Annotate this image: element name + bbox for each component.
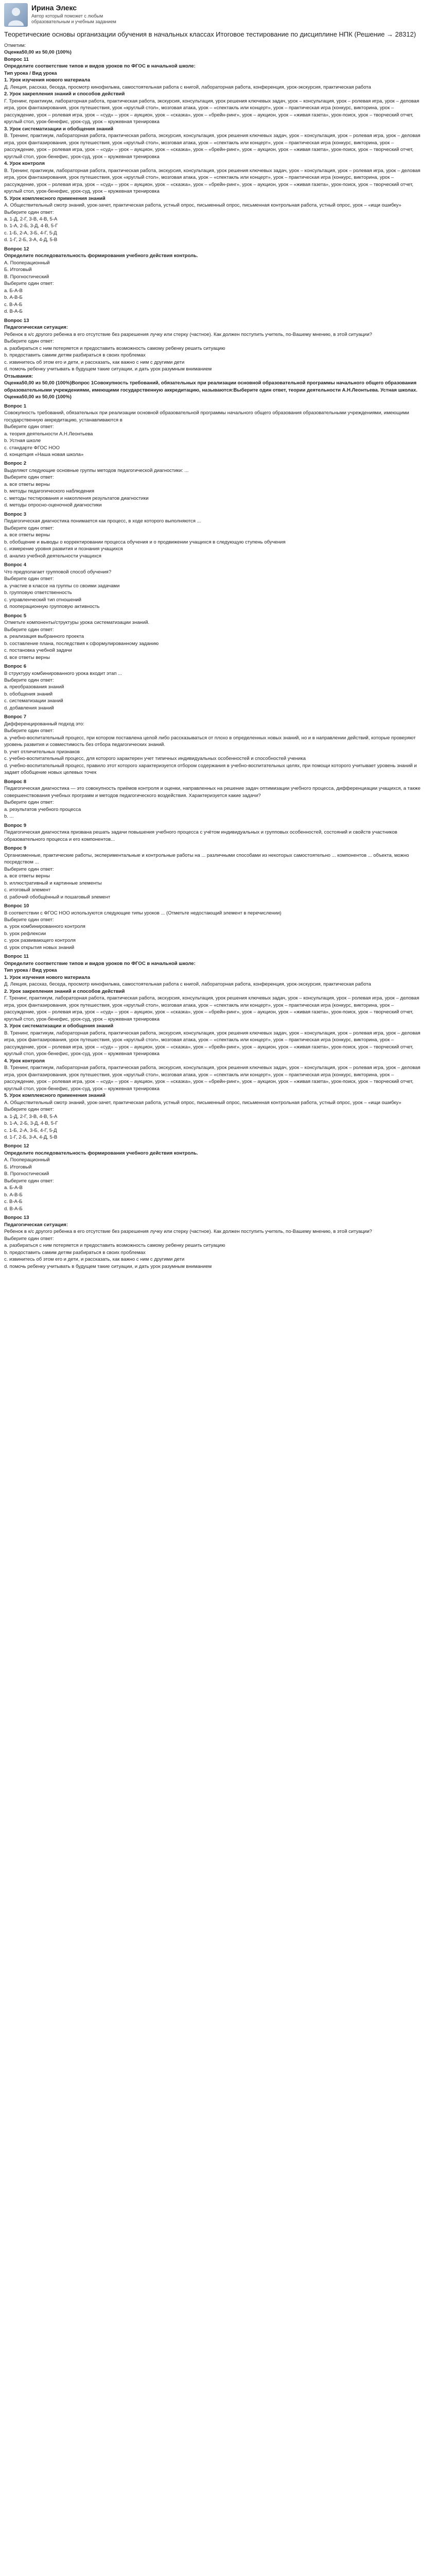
score-value: Оценка50,00 из 50,00 (100%) — [4, 49, 72, 56]
text-line: Педагогическая ситуация: — [4, 325, 68, 331]
question-heading: Вопрос 5 — [4, 613, 27, 619]
question-heading: Вопрос 9 — [4, 822, 27, 828]
answer-option: d. методы опросно-оценочной диагностики — [4, 502, 102, 509]
text-line: Педагогическая диагностика — это совокупность приёмов контроля и оценки, направленных на решение задач оптимизации учебного процесса, дифференциации учащихся, а также совершенствования учебных программ и методов педагогического воздействия. Характеризуется какие задачи? — [4, 786, 421, 799]
answer-option: c. извинитесь об этом его и дети, и рассказать, как важно с ним с другими дети — [4, 359, 185, 365]
text-line: Определите соответствие типов и видов уроков по ФГОС в начальной школе: — [4, 960, 196, 967]
question-heading: Вопрос 11 — [4, 56, 29, 62]
answer-option: b. предоставить самим детям разбираться в своих проблемах — [4, 1249, 146, 1256]
text-line: Отзывания: — [4, 373, 33, 379]
answer-option: d. 1-Г, 2-Б, 3-А, 4-Д, 5-В — [4, 237, 58, 243]
document-body — [4, 56, 424, 1270]
score-label: Отметим: — [4, 42, 26, 48]
answer-option: b. ... — [4, 814, 14, 820]
answer-option: c. методы тестирования и накопления результатов диагностики — [4, 495, 149, 501]
answer-option: c. В-А-Б — [4, 1199, 23, 1205]
answer-prompt: Выберите один ответ: — [4, 800, 54, 806]
answer-option: b. 1-А, 2-Б, 3-Д, 4-В, 5-Г — [4, 223, 58, 229]
answer-option: b. групповую ответственность — [4, 590, 72, 596]
text-line: 5. Урок комплексного применения знаний — [4, 195, 106, 201]
text-line: 1. Урок изучения нового материала — [4, 77, 90, 83]
text-line: Ребенок в к/с другого ребенка в его отсутствие без разрешения лучку или стерку (частное). Как должен поступить учитель, по-Вашему мнению, в этой ситуации? — [4, 331, 372, 337]
answer-prompt: Выберите один ответ: — [4, 474, 54, 481]
answer-option: c. систематизации знаний — [4, 698, 63, 704]
answer-prompt: Выберите один ответ: — [4, 1235, 54, 1242]
answer-option: b. Устная школе — [4, 438, 41, 444]
text-line: 2. Урок закрепления знаний и способов действий — [4, 91, 125, 97]
text-line: Определите последовательность формирования учебного действия контроль. — [4, 1150, 198, 1156]
answer-option: d. пооперационную групповую активность — [4, 604, 100, 610]
text-line: 3. Урок систематизации и обобщения знаний — [4, 1023, 114, 1029]
text-line: 4. Урок контроля — [4, 1058, 45, 1064]
text-line: Б. Итоговый — [4, 267, 32, 273]
answer-option: a. разбираться с ним потеряется и предоставить возможность самому ребенку решить ситуацию — [4, 345, 225, 351]
answer-option: d. 1-Г, 2-Б, 3-А, 4-Д, 5-В — [4, 1134, 58, 1140]
answer-option: d. В-А-Б — [4, 1206, 23, 1212]
answer-option: c. учебно-воспитательный процесс, для которого характерен учет типичных индивидуальных особенностей и способностей ученика — [4, 756, 306, 762]
answer-option: c. измерение уровня развития и познания учащихся — [4, 546, 123, 552]
answer-option: b. А-В-Б — [4, 1192, 23, 1198]
answer-option: c. управленческий тип отношений — [4, 597, 81, 603]
answer-option: b. составление плана, последствия к сформулированному заданию — [4, 640, 159, 647]
text-line: А. Обществительный смотр знаний, урок-зачет, практическая работа, устный опрос, письменный опрос, письменная контрольная работа, устный опрос, урок – «ищи ошибку» — [4, 202, 402, 209]
author-info — [31, 3, 129, 25]
answer-option: c. В-А-Б — [4, 301, 23, 308]
text-line: Организменные, практические работы, экспериментальные и контрольные работы на ... различными способами из некоторых самостоятельно ... компонентов ... объекта, можно посредством ... — [4, 852, 409, 866]
answer-prompt: Выберите один ответ: — [4, 525, 54, 531]
text-line: Оценка50,00 из 50,00 (100%)Вопрос 1Совокупность требований, обязательных при реализации основной образовательной программы начального общего образования образовательными учреждениями, имеющими государственную аккредитацию, называются:Выберите один ответ, теории деятельности А.Н.Леонтьева. Устная школах. — [4, 380, 417, 393]
answer-option: d. добавления знаний — [4, 705, 54, 711]
answer-option: c. извинитесь об этом его и дети, и рассказать, как важно с ним с другими дети — [4, 1257, 185, 1263]
answer-option: b. методы педагогического наблюдения — [4, 488, 94, 495]
text-line: В. Прогностический — [4, 274, 49, 280]
text-line: Ребенок в к/с другого ребенка в его отсутствие без разрешения лучку или стерку (частное). Как должен поступить учитель, по-Вашему мнению, в этой ситуации? — [4, 1229, 372, 1235]
question-heading: Вопрос 4 — [4, 562, 27, 568]
text-line: Определите соответствие типов и видов уроков по ФГОС в начальной школе: — [4, 63, 196, 70]
answer-prompt: Выберите один ответ: — [4, 576, 54, 582]
answer-prompt: Выберите один ответ: — [4, 338, 54, 345]
answer-option: d. рабочий обобщённый и пошаговый элемент — [4, 894, 111, 900]
text-line: Отметьте компоненты/структуры урока систематизации знаний. — [4, 620, 150, 626]
answer-option: a. Б-А-В — [4, 1185, 23, 1191]
answer-option: b. учет отличительных признаков — [4, 749, 80, 755]
question-heading: Вопрос 10 — [4, 903, 29, 909]
answer-option: b. 1-А, 2-Б, 3-Д, 4-В, 5-Г — [4, 1121, 58, 1127]
answer-prompt: Выберите один ответ: — [4, 866, 54, 872]
answer-option: a. разбираться с ним потеряется и предоставить возможность самому ребенку решить ситуацию — [4, 1243, 225, 1249]
answer-option: d. помочь ребенку учитывать в будущем такие ситуации, и дать урок разумным вниманием — [4, 366, 212, 372]
question-heading: Вопрос 3 — [4, 511, 27, 517]
answer-option: c. итоговый элемент — [4, 887, 51, 893]
text-line: В. Тренинг, практикум, лабораторная работа, практическая работа, экскурсия, консультация, урок решения ключевых задач, урок – консультация, урок – ролевая игра, урок – деловая игра, урок фантазирования, урок путешествия, урок «круглый стол», мозговая атака, урок – «спектакль или концерт», урок – практическая игра (конкурс, викторина, урок – рассуждение, урок – ролевая игра, урок – «суд» – урок – аукцион, урок – «сказка», урок – «брейн-ринг», урок – аукцион, урок – «живая газета», урок-поиск, урок – творческий отчет, круглый стол, урок-бенефис, урок-суд, урок – кружевная тренировка — [4, 1030, 421, 1057]
text-line: Дифференцированный подход это: — [4, 721, 84, 727]
text-line: 4. Урок контроля — [4, 161, 45, 167]
answer-option: a. результатов учебного процесса — [4, 806, 81, 812]
answer-prompt: Выберите один ответ: — [4, 677, 54, 683]
answer-option: a. теория деятельности А.Н.Леонтьева — [4, 431, 93, 437]
text-line: Определите последовательность формирования учебного действия контроль. — [4, 253, 198, 259]
question-heading: Вопрос 8 — [4, 778, 27, 785]
question-heading: Вопрос 9 — [4, 845, 27, 852]
question-heading: Вопрос 1 — [4, 403, 27, 409]
question-heading: Вопрос 12 — [4, 1143, 29, 1149]
text-line: Педагогическая диагностика призвана решать задачи повышения учебного процесса с учётом индивидуальных и групповых особенностей, состояний и свойств участников образовательного процесса и его компонентов... — [4, 829, 397, 842]
text-line: Тип урока / Вид урока — [4, 70, 57, 76]
text-line: А. Обществительный смотр знаний, урок-зачет, практическая работа, устный опрос, письменный опрос, письменная контрольная работа, устный опрос, урок – «ищи ошибку» — [4, 1099, 402, 1106]
answer-option: d. все ответы верны — [4, 654, 50, 660]
answer-option: a. урок комбинированного контроля — [4, 924, 85, 930]
text-line: В. Тренинг, практикум, лабораторная работа, практическая работа, экскурсия, консультация, урок решения ключевых задач, урок – консультация, урок – ролевая игра, урок – деловая игра, урок фантазирования, урок путешествия, урок «круглый стол», мозговая атака, урок – «спектакль или концерт», урок – практическая игра (конкурс, викторина, урок – рассуждение, урок – ролевая игра, урок – «суд» – урок – аукцион, урок – «сказка», урок – «брейн-ринг», урок – аукцион, урок – «живая газета», урок-поиск, урок – творческий отчет, круглый стол, урок-бенефис, урок-суд, урок – кружевная тренировка — [4, 167, 421, 195]
text-line: В. Тренинг, практикум, лабораторная работа, практическая работа, экскурсия, консультация, урок решения ключевых задач, урок – консультация, урок – ролевая игра, урок – деловая игра, урок фантазирования, урок путешествия, урок «круглый стол», мозговая атака, урок – «спектакль или концерт», урок – практическая игра (конкурс, викторина, урок – рассуждение, урок – ролевая игра, урок – «суд» – урок – аукцион, урок – «сказка», урок – «брейн-ринг», урок – аукцион, урок – «живая газета», урок-поиск, урок – творческий отчет, круглый стол, урок-бенефис, урок-суд, урок – кружевная тренировка — [4, 133, 421, 160]
text-line: Оценка50,00 из 50,00 (100%) — [4, 394, 72, 400]
answer-option: a. реализация выбранного проекта — [4, 634, 84, 640]
text-line: Выделяют следующие основные группы методов педагогической диагностики: ... — [4, 467, 189, 473]
text-line: Тип урока / Вид урока — [4, 968, 57, 974]
text-line: Что предполагает групповой способ обучения? — [4, 569, 112, 575]
author-avatar — [4, 3, 28, 27]
answer-prompt: Выберите один ответ: — [4, 1178, 54, 1184]
answer-option: b. предоставить самим детям разбираться в своих проблемах — [4, 352, 146, 359]
text-line: Д. Лекция, рассказ, беседа, просмотр кинофильма, самостоятельная работа с книгой, лабораторная работа, конференция, урок-экскурсия, практическая работа — [4, 84, 371, 90]
text-line: Б. Итоговый — [4, 1164, 32, 1170]
answer-option: b. обобщения знаний — [4, 691, 53, 697]
text-line: Г. Тренинг, практикум, лабораторная работа, практическая работа, экскурсия, консультация, урок решения ключевых задач, урок – консультация, урок – ролевая игра, урок – деловая игра, урок фантазирования, урок путешествия, урок «круглый стол», мозговая атака, урок – «спектакль или концерт», урок – практическая игра (конкурс, викторина, урок – рассуждение, урок – ролевая игра, урок – «суд» – урок – аукцион, урок – «сказка», урок – «брейн-ринг», урок – аукцион, урок – «живая газета», урок-поиск, урок – творческий отчет, круглый стол, урок-бенефис, урок-суд, урок – кружевная тренировка — [4, 995, 420, 1022]
answer-option: a. все ответы верны — [4, 481, 50, 487]
document-title: Теоретические основы организации обучения в начальных классах Итоговое тестирование по дисциплине НПК (Решение → 28312) — [4, 30, 416, 38]
answer-option: d. концепция «Наша новая школа» — [4, 451, 84, 457]
text-line: А. Пооперационный — [4, 1157, 50, 1163]
text-line: В соответствии с ФГОС НОО используются следующие типы уроков ... (Отметьте недостающий элемент в перечислении) — [4, 910, 282, 916]
text-line: Совокупность требований, обязательных при реализации основной образовательной программы начального общего образования образовательными учреждениями, имеющими государственную аккредитацию, устанавливаются в — [4, 410, 409, 423]
author-name[interactable]: Ирина Элекс — [31, 4, 77, 12]
answer-option: a. все ответы верны — [4, 873, 50, 879]
text-line: Г. Тренинг, практикум, лабораторная работа, практическая работа, экскурсия, консультация, урок решения ключевых задач, урок – консультация, урок – ролевая игра, урок – деловая игра, урок фантазирования, урок путешествия, урок «круглый стол», мозговая атака, урок – «спектакль или концерт», урок – практическая игра (конкурс, викторина, урок – рассуждение, урок – ролевая игра, урок – «суд» – урок – аукцион, урок – «сказка», урок – «брейн-ринг», урок – аукцион, урок – «живая газета», урок-поиск, урок – творческий отчет, круглый стол, урок-бенефис, урок-суд, урок – кружевная тренировка — [4, 98, 420, 125]
text-line: В структуру комбинированного урока входит этап ... — [4, 670, 122, 676]
question-heading: Вопрос 7 — [4, 714, 27, 720]
answer-option: d. анализ учебной деятельности учащихся — [4, 553, 101, 559]
question-heading: Вопрос 13 — [4, 317, 29, 324]
text-line: В. Прогностический — [4, 1171, 49, 1177]
person-icon — [4, 3, 28, 27]
answer-prompt: Выберите один ответ: — [4, 424, 54, 430]
answer-option: a. Б-А-В — [4, 287, 23, 294]
answer-option: d. В-А-Б — [4, 309, 23, 315]
text-line: В. Тренинг, практикум, лабораторная работа, практическая работа, экскурсия, консультация, урок решения ключевых задач, урок – консультация, урок – ролевая игра, урок – деловая игра, урок фантазирования, урок путешествия, урок «круглый стол», мозговая атака, урок – «спектакль или концерт», урок – практическая игра (конкурс, викторина, урок – рассуждение, урок – ролевая игра, урок – «суд» – урок – аукцион, урок – «сказка», урок – «брейн-ринг», урок – аукцион, урок – «живая газета», урок-поиск, урок – творческий отчет, круглый стол, урок-бенефис, урок-суд, урок – кружевная тренировка — [4, 1065, 421, 1092]
question-heading: Вопрос 6 — [4, 664, 27, 670]
answer-prompt: Выберите один ответ: — [4, 209, 54, 215]
text-line: Педагогическая ситуация: — [4, 1222, 68, 1228]
answer-option: c. 1-Б, 2-А, 3-Б, 4-Г, 5-Д — [4, 1127, 57, 1133]
answer-option: a. участие в классе на группы со своими задачами — [4, 583, 120, 589]
answer-option: a. все ответы верны — [4, 532, 50, 538]
text-line: Педагогическая диагностика понимается как процесс, в ходе которого выполняются ... — [4, 518, 201, 524]
question-heading: Вопрос 12 — [4, 246, 29, 252]
answer-prompt: Выберите один ответ: — [4, 281, 54, 287]
answer-prompt: Выберите один ответ: — [4, 626, 54, 633]
text-line: 1. Урок изучения нового материала — [4, 974, 90, 980]
question-heading: Вопрос 11 — [4, 954, 29, 960]
document-page — [0, 0, 428, 1276]
text-line: Д. Лекция, рассказ, беседа, просмотр кинофильма, самостоятельная работа с книгой, лабораторная работа, конференция, урок-экскурсия, практическая работа — [4, 981, 371, 988]
text-line: А. Пооперационный — [4, 260, 50, 266]
text-line: 3. Урок систематизации и обобщения знаний — [4, 126, 114, 132]
answer-prompt: Выберите один ответ: — [4, 1107, 54, 1113]
question-heading: Вопрос 13 — [4, 1215, 29, 1221]
text-line: 5. Урок комплексного применения знаний — [4, 1093, 106, 1099]
answer-option: b. иллюстративный и картинные элементы — [4, 880, 102, 886]
answer-option: b. урок рефлексии — [4, 930, 46, 937]
author-description: Автор который поможет с любым образовательным и учебным заданием — [31, 13, 116, 25]
answer-prompt: Выберите один ответ: — [4, 917, 54, 923]
answer-prompt: Выберите один ответ: — [4, 728, 54, 734]
answer-option: a. преобразования знаний — [4, 684, 64, 690]
answer-option: c. стандарте ФГОС НОО — [4, 445, 60, 451]
text-line: 2. Урок закрепления знаний и способов действий — [4, 988, 125, 994]
author-header — [4, 3, 424, 27]
answer-option: d. урок открытия новых знаний — [4, 944, 75, 951]
question-heading: Вопрос 2 — [4, 461, 27, 467]
answer-option: d. помочь ребенку учитывать в будущем такие ситуации, и дать урок разумным вниманием — [4, 1263, 212, 1269]
answer-option: b. А-В-Б — [4, 295, 23, 301]
answer-option: а. 1-Д, 2-Г, 3-В, 4-В, 5-А — [4, 216, 58, 222]
answer-option: a. учебно-воспитательный процесс, при котором поставлена целой либо рассказываться от плохо в определенных новых знаний, но и в направлении действий, которые проверяют уровень развития и совместимость без отбора педагогических знаний. — [4, 735, 416, 748]
answer-option: c. урок развивающего контроля — [4, 938, 76, 944]
answer-option: b. обобщение и выводы о корректировании процесса обучения и о продвижении учащихся в следующую ступень обучения — [4, 539, 286, 545]
answer-option: c. постановка учебной задачи — [4, 648, 72, 654]
answer-option: d. учебно-воспитательный процесс, правило этот которого характеризуется отбором содержания в учебно-воспитательных целях, при помощи которого учитывает уровень знаний и задает обобщение новых целевых точек — [4, 762, 417, 776]
answer-option: c. 1-Б, 2-А, 3-Б, 4-Г, 5-Д — [4, 230, 57, 236]
answer-option: а. 1-Д, 2-Г, 3-В, 4-В, 5-А — [4, 1113, 58, 1120]
